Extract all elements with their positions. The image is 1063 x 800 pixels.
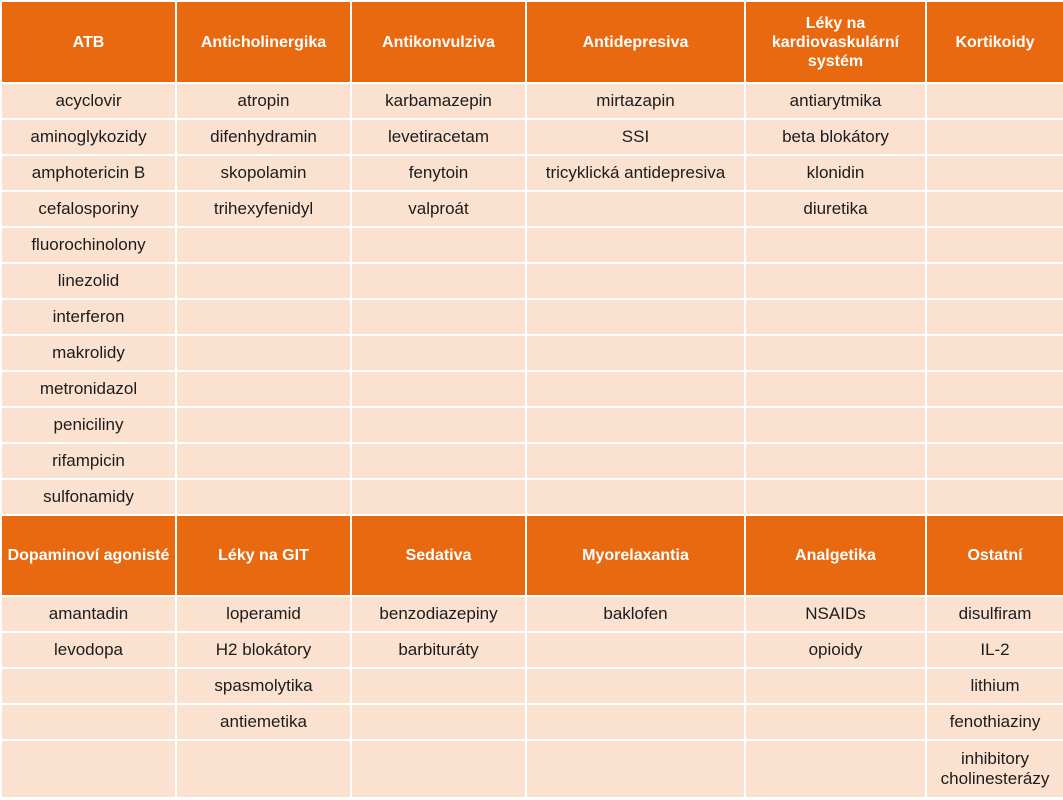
table-row [1,299,1063,335]
table-cell: interferon [1,299,176,335]
table-cell [1,740,176,798]
table-cell [1,668,176,704]
table-cell [1,704,176,740]
table-cell [926,119,1063,155]
table-cell [926,479,1063,515]
table-cell [351,740,526,798]
table-cell [526,407,745,443]
table-cell: amphotericin B [1,155,176,191]
table-cell [351,479,526,515]
table-cell [926,299,1063,335]
table-cell [526,335,745,371]
table-cell [926,263,1063,299]
table-cell [351,407,526,443]
table-cell [745,740,926,798]
table-cell: NSAIDs [745,596,926,632]
table-cell: atropin [176,83,351,119]
table-cell: difenhydramin [176,119,351,155]
table-cell [176,407,351,443]
table-cell [526,632,745,668]
table-row [1,632,1063,668]
table-cell [745,479,926,515]
table-cell [176,335,351,371]
table-cell: loperamid [176,596,351,632]
table-cell: antiarytmika [745,83,926,119]
table-cell [745,407,926,443]
table-cell [926,443,1063,479]
table-cell [351,299,526,335]
table-cell: valproát [351,191,526,227]
header-cell-leky-na-git: Léky na GIT [176,515,351,596]
table-cell: mirtazapin [526,83,745,119]
header-cell-atb: ATB [1,1,176,83]
table-row [1,227,1063,263]
table-cell: cefalosporiny [1,191,176,227]
table-cell [745,299,926,335]
table-cell: amantadin [1,596,176,632]
table-row [1,263,1063,299]
table-cell [526,227,745,263]
header-cell-anticholinergika: Anticholinergika [176,1,351,83]
header-cell-ostatni: Ostatní [926,515,1063,596]
header-cell-analgetika: Analgetika [745,515,926,596]
table-cell [351,371,526,407]
table-cell: baklofen [526,596,745,632]
table-cell: inhibitory cholinesterázy [926,740,1063,798]
table-cell [745,443,926,479]
header-row-2 [1,515,1063,596]
table-cell [176,740,351,798]
table-cell [926,407,1063,443]
table-cell [526,740,745,798]
table-cell [526,371,745,407]
table-cell [745,704,926,740]
table-cell: levetiracetam [351,119,526,155]
table-cell [926,155,1063,191]
table-row [1,371,1063,407]
table-cell [351,335,526,371]
table-cell: benzodiazepiny [351,596,526,632]
header-cell-sedativa: Sedativa [351,515,526,596]
table-cell: antiemetika [176,704,351,740]
table-cell [745,335,926,371]
table-cell [176,479,351,515]
table-cell [526,668,745,704]
table-cell: peniciliny [1,407,176,443]
table-row [1,740,1063,798]
table-cell: lithium [926,668,1063,704]
table-cell: H2 blokátory [176,632,351,668]
table-row [1,119,1063,155]
table-cell [745,668,926,704]
table-cell: aminoglykozidy [1,119,176,155]
table-cell [745,371,926,407]
table-cell [176,227,351,263]
header-cell-kardiovaskularni: Léky na kardiovaskulární systém [745,1,926,83]
table-cell: beta blokátory [745,119,926,155]
table-cell [926,371,1063,407]
table-cell [526,443,745,479]
table-cell: fenytoin [351,155,526,191]
table-cell [176,371,351,407]
table-cell [745,227,926,263]
table-row [1,155,1063,191]
table-section-1 [1,83,1063,515]
table-cell [745,263,926,299]
header-cell-kortikoidy: Kortikoidy [926,1,1063,83]
table-cell: fenothiaziny [926,704,1063,740]
table-cell: fluorochinolony [1,227,176,263]
header-cell-myorelaxantia: Myorelaxantia [526,515,745,596]
table-cell: spasmolytika [176,668,351,704]
table-cell: linezolid [1,263,176,299]
table-cell: acyclovir [1,83,176,119]
table-row [1,83,1063,119]
table-cell [526,704,745,740]
table-row [1,596,1063,632]
table-cell: opioidy [745,632,926,668]
header-cell-dopaminovi-agoniste: Dopaminoví agonisté [1,515,176,596]
table-cell: disulfiram [926,596,1063,632]
table-row [1,335,1063,371]
header-cell-antikonvulziva: Antikonvulziva [351,1,526,83]
table-cell: levodopa [1,632,176,668]
table-cell [926,191,1063,227]
table-cell: sulfonamidy [1,479,176,515]
table-cell: metronidazol [1,371,176,407]
table-cell [176,443,351,479]
table-cell: trihexyfenidyl [176,191,351,227]
table-cell [351,668,526,704]
table-cell [351,443,526,479]
table-row [1,479,1063,515]
table-cell [526,263,745,299]
table-row [1,443,1063,479]
table-row [1,668,1063,704]
table-cell [926,335,1063,371]
table-cell: klonidin [745,155,926,191]
table-cell: makrolidy [1,335,176,371]
table-cell [351,704,526,740]
header-row-1 [1,1,1063,83]
table-row [1,704,1063,740]
table-cell: skopolamin [176,155,351,191]
table-cell [526,479,745,515]
table-cell: karbamazepin [351,83,526,119]
table-cell [351,227,526,263]
table-row [1,407,1063,443]
table-cell [526,191,745,227]
table-cell: IL-2 [926,632,1063,668]
table-cell: diuretika [745,191,926,227]
table-row [1,191,1063,227]
table-section-2 [1,596,1063,798]
table-cell [351,263,526,299]
table-cell [926,83,1063,119]
table-cell [176,299,351,335]
table-cell: SSI [526,119,745,155]
table-cell [176,263,351,299]
table-cell [526,299,745,335]
table-cell: barbituráty [351,632,526,668]
header-cell-antidepresiva: Antidepresiva [526,1,745,83]
table-cell: rifampicin [1,443,176,479]
table-cell: tricyklická antidepresiva [526,155,745,191]
table-cell [926,227,1063,263]
